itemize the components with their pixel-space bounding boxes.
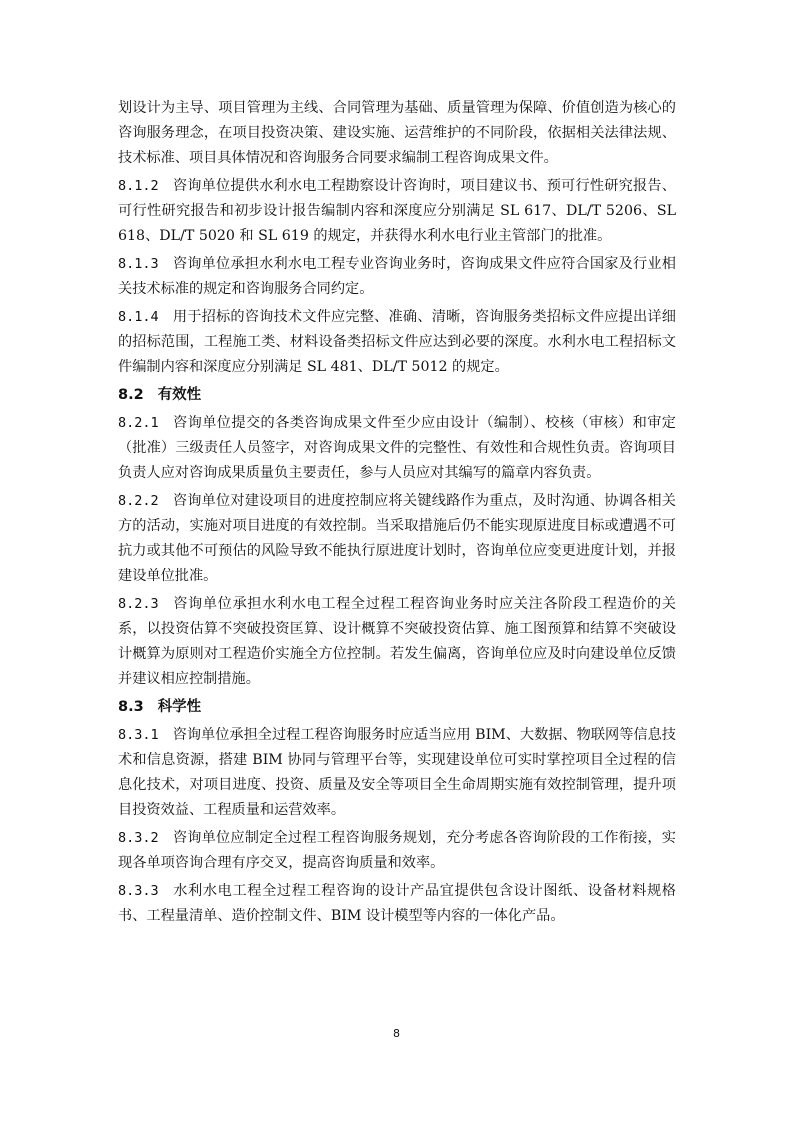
clause-number: 8.1.4 (118, 309, 159, 325)
section-title: 有效性 (157, 387, 202, 403)
clause-8-1-3 (118, 252, 676, 302)
clause-8-2-1 (118, 411, 676, 486)
clause-number: 8.2.1 (118, 415, 159, 431)
clause-text: 咨询单位承担水利水电工程专业咨询业务时，咨询成果文件应符合国家及行业相关技术标准的规定和咨询服务合同约定。 (118, 256, 676, 297)
clause-text: 水利水电工程全过程工程咨询的设计产品宜提供包含设计图纸、设备材料规格书、工程量清单、造价控制文件、BIM 设计模型等内容的一体化产品。 (118, 883, 676, 924)
clause-text: 咨询单位应制定全过程工程咨询服务规划，充分考虑各咨询阶段的工作衔接，实现各单项咨询合理有序交叉，提高咨询质量和效率。 (118, 830, 676, 871)
intro-paragraph (118, 96, 676, 171)
clause-number: 8.3.2 (118, 830, 159, 846)
section-heading-8-2 (118, 383, 676, 408)
clause-8-1-4 (118, 305, 676, 380)
clause-8-3-1 (118, 723, 676, 823)
clause-number: 8.2.3 (118, 596, 159, 612)
clause-text: 咨询单位承担水利水电工程全过程工程咨询业务时应关注各阶段工程造价的关系，以投资估算不突破投资匡算、设计概算不突破投资估算、施工图预算和结算不突破设计概算为原则对工程造价实施全方位控制。若发生偏离，咨询单位应及时向建设单位反馈并建议相应控制措施。 (118, 596, 676, 687)
clause-text: 咨询单位提供水利水电工程勘察设计咨询时，项目建议书、预可行性研究报告、可行性研究报告和初步设计报告编制内容和深度应分别满足 SL 617、DL/T 5206、SL 618、DL/T 5020 和 SL 619 的规定，并获得水利水电行业主管部门的批准。 (118, 178, 676, 244)
clause-number: 8.3.1 (118, 727, 159, 743)
section-number: 8.3 (118, 699, 144, 715)
clause-number: 8.3.3 (118, 883, 159, 899)
clause-text: 用于招标的咨询技术文件应完整、准确、清晰，咨询服务类招标文件应提出详细的招标范围，工程施工类、材料设备类招标文件应达到必要的深度。水利水电工程招标文件编制内容和深度应分别满足 SL 481、DL/T 5012 的规定。 (118, 309, 676, 375)
clause-8-2-2 (118, 489, 676, 589)
clause-8-1-2 (118, 174, 676, 249)
clause-8-3-3 (118, 879, 676, 929)
clause-text: 咨询单位对建设项目的进度控制应将关键线路作为重点，及时沟通、协调各相关方的活动，实施对项目进度的有效控制。当采取措施后仍不能实现原进度目标或遭遇不可抗力或其他不可预估的风险导致不能执行原进度计划时，咨询单位应变更进度计划，并报建设单位批准。 (118, 493, 676, 584)
clause-number: 8.1.2 (118, 178, 159, 194)
section-title: 科学性 (157, 699, 202, 715)
page-number: 8 (393, 1027, 400, 1040)
intro-text: 划设计为主导、项目管理为主线、合同管理为基础、质量管理为保障、价值创造为核心的咨询服务理念，在项目投资决策、建设实施、运营维护的不同阶段，依据相关法律法规、技术标准、项目具体情况和咨询服务合同要求编制工程咨询成果文件。 (118, 100, 676, 166)
clause-8-3-2 (118, 826, 676, 876)
page-content (118, 96, 676, 932)
clause-number: 8.1.3 (118, 256, 159, 272)
clause-text: 咨询单位承担全过程工程咨询服务时应适当应用 BIM、大数据、物联网等信息技术和信息资源，搭建 BIM 协同与管理平台等，实现建设单位可实时掌控项目全过程的信息化技术，对项目进度、投资、质量及安全等项目全生命周期实施有效控制管理，提升项目投资效益、工程质量和运营效率。 (118, 727, 676, 818)
section-heading-8-3 (118, 695, 676, 720)
clause-text: 咨询单位提交的各类咨询成果文件至少应由设计（编制）、校核（审核）和审定（批准）三级责任人员签字，对咨询成果文件的完整性、有效性和合规性负责。咨询项目负责人应对咨询成果质量负主要责任，参与人员应对其编写的篇章内容负责。 (118, 415, 676, 481)
clause-8-2-3 (118, 592, 676, 692)
section-number: 8.2 (118, 387, 144, 403)
clause-number: 8.2.2 (118, 493, 159, 509)
